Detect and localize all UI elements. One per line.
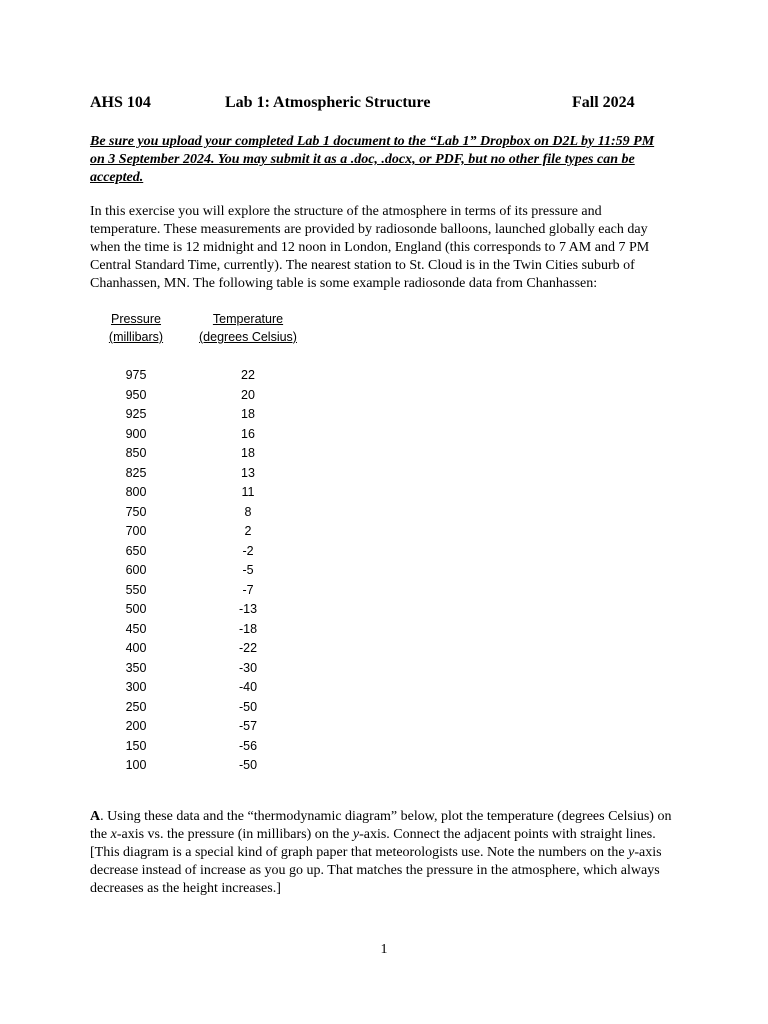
- column-gap: [172, 464, 192, 484]
- pressure-cell: 400: [125, 641, 147, 655]
- column-gap: [172, 620, 192, 640]
- column-gap: [172, 678, 192, 698]
- table-row: [100, 425, 304, 445]
- lab-title: Lab 1: Atmospheric Structure: [225, 94, 431, 111]
- column-gap: [172, 717, 192, 737]
- pressure-cell: 450: [125, 621, 147, 636]
- table-row: [100, 698, 304, 718]
- question-text-2: -axis vs. the pressure (in millibars) on the: [116, 827, 353, 842]
- table-row: [100, 756, 304, 776]
- submission-notice: Be sure you upload your completed Lab 1 document to the “Lab 1” Dropbox on D2L by 11:59 PM on 3 September 2024. You may submit it as a .doc, .docx, or PDF, but no other file types can be accepted.: [90, 134, 655, 185]
- course-code: AHS 104: [90, 94, 151, 111]
- temperature-cell: -57: [238, 719, 258, 733]
- temperature-column-header: [192, 310, 304, 346]
- column-gap: [172, 386, 192, 406]
- table-row: [100, 366, 304, 386]
- pressure-header-label: Pressure: [110, 312, 162, 326]
- table-row: [100, 600, 304, 620]
- temperature-header-label: Temperature: [212, 312, 284, 326]
- column-gap: [172, 483, 192, 503]
- pressure-cell: 100: [125, 758, 147, 772]
- pressure-cell: 550: [125, 582, 147, 597]
- temperature-cell: -5: [242, 563, 254, 577]
- temperature-cell: 22: [241, 368, 255, 382]
- pressure-cell: 750: [125, 504, 147, 519]
- pressure-cell: 500: [125, 602, 147, 616]
- radiosonde-data-table: [100, 366, 304, 776]
- column-gap: [172, 581, 192, 601]
- table-row: [100, 386, 304, 406]
- column-gap: [172, 737, 192, 757]
- table-row: [100, 503, 304, 523]
- pressure-cell: 150: [125, 738, 147, 753]
- pressure-cell: 950: [125, 387, 147, 402]
- table-row: [100, 717, 304, 737]
- temperature-cell: -18: [238, 621, 258, 636]
- column-gap: [172, 561, 192, 581]
- table-row: [100, 483, 304, 503]
- temperature-cell: -50: [238, 699, 258, 714]
- term-label: Fall 2024: [572, 94, 635, 111]
- pressure-header-unit: (millibars): [108, 330, 164, 344]
- pressure-cell: 900: [125, 426, 147, 441]
- pressure-cell: 250: [125, 699, 147, 714]
- temperature-cell: 16: [241, 426, 255, 441]
- temperature-cell: 8: [244, 504, 252, 519]
- temperature-cell: 11: [241, 485, 255, 499]
- column-gap: [172, 405, 192, 425]
- table-row: [100, 620, 304, 640]
- temperature-cell: -22: [238, 641, 258, 655]
- question-label: A: [90, 809, 101, 824]
- table-row: [100, 639, 304, 659]
- temperature-cell: -30: [238, 660, 258, 675]
- temperature-cell: -7: [242, 582, 254, 597]
- temperature-cell: 13: [241, 465, 255, 480]
- pressure-cell: 600: [125, 563, 147, 577]
- pressure-column-header: [100, 310, 172, 346]
- pressure-cell: 800: [125, 485, 147, 499]
- temperature-cell: -56: [238, 738, 258, 753]
- column-gap: [172, 542, 192, 562]
- table-row: [100, 444, 304, 464]
- pressure-cell: 300: [125, 680, 147, 694]
- table-row: [100, 464, 304, 484]
- temperature-cell: 2: [244, 524, 252, 538]
- pressure-cell: 700: [125, 524, 147, 538]
- pressure-cell: 925: [125, 407, 147, 421]
- column-gap: [172, 366, 192, 386]
- table-row: [100, 659, 304, 679]
- table-row: [100, 581, 304, 601]
- question-text-1: . Using these data and the “thermodynamic diagram” below, plot the temperature (degrees Celsius) on the: [90, 809, 672, 842]
- pressure-cell: 975: [125, 368, 147, 382]
- temperature-cell: 20: [241, 387, 255, 402]
- column-gap: [172, 425, 192, 445]
- temperature-cell: -40: [238, 680, 258, 694]
- pressure-cell: 650: [125, 543, 147, 558]
- intro-paragraph: In this exercise you will explore the structure of the atmosphere in terms of its pressure and temperature. These measurements are provided by radiosonde balloons, launched globally each day when the time is 12 midnight and 12 noon in London, England (this corresponds to 7 AM and 7 PM Central Standard Time, currently). The nearest station to St. Cloud is in the Twin Cities suburb of Chanhassen, MN. The following table is some example radiosonde data from Chanhassen:: [90, 204, 650, 291]
- column-gap: [172, 659, 192, 679]
- table-row: [100, 561, 304, 581]
- temperature-header-unit: (degrees Celsius): [199, 330, 297, 344]
- question-text-4: -axis decrease instead of increase as you go up. That matches the pressure in the atmosphere, which always decreases as the height increases.]: [90, 845, 662, 896]
- question-y-axis: y: [352, 827, 360, 842]
- table-row: [100, 542, 304, 562]
- question-y-axis-2: y: [628, 845, 635, 860]
- table-row: [100, 405, 304, 425]
- pressure-cell: 200: [125, 719, 147, 733]
- column-gap: [172, 600, 192, 620]
- question-a: [90, 808, 672, 898]
- temperature-cell: 18: [241, 446, 255, 460]
- question-text-3: -axis. Connect the adjacent points with straight lines. [This diagram is a special kind of graph paper that meteorologists use. Note the numbers on the: [90, 827, 656, 860]
- column-gap: [172, 503, 192, 523]
- temperature-cell: -13: [238, 602, 258, 616]
- pressure-cell: 850: [125, 446, 147, 460]
- temperature-cell: -2: [242, 543, 254, 558]
- page-number: 1: [380, 942, 388, 957]
- table-row: [100, 522, 304, 542]
- table-row: [100, 678, 304, 698]
- column-gap: [172, 522, 192, 542]
- temperature-cell: -50: [238, 758, 258, 772]
- page-header: [90, 94, 650, 116]
- pressure-cell: 350: [125, 660, 147, 675]
- column-gap: [172, 698, 192, 718]
- column-gap: [172, 756, 192, 776]
- question-x-axis: x: [110, 827, 117, 842]
- column-gap: [172, 444, 192, 464]
- table-row: [100, 737, 304, 757]
- column-gap: [172, 639, 192, 659]
- temperature-cell: 18: [241, 407, 255, 421]
- pressure-cell: 825: [125, 465, 147, 480]
